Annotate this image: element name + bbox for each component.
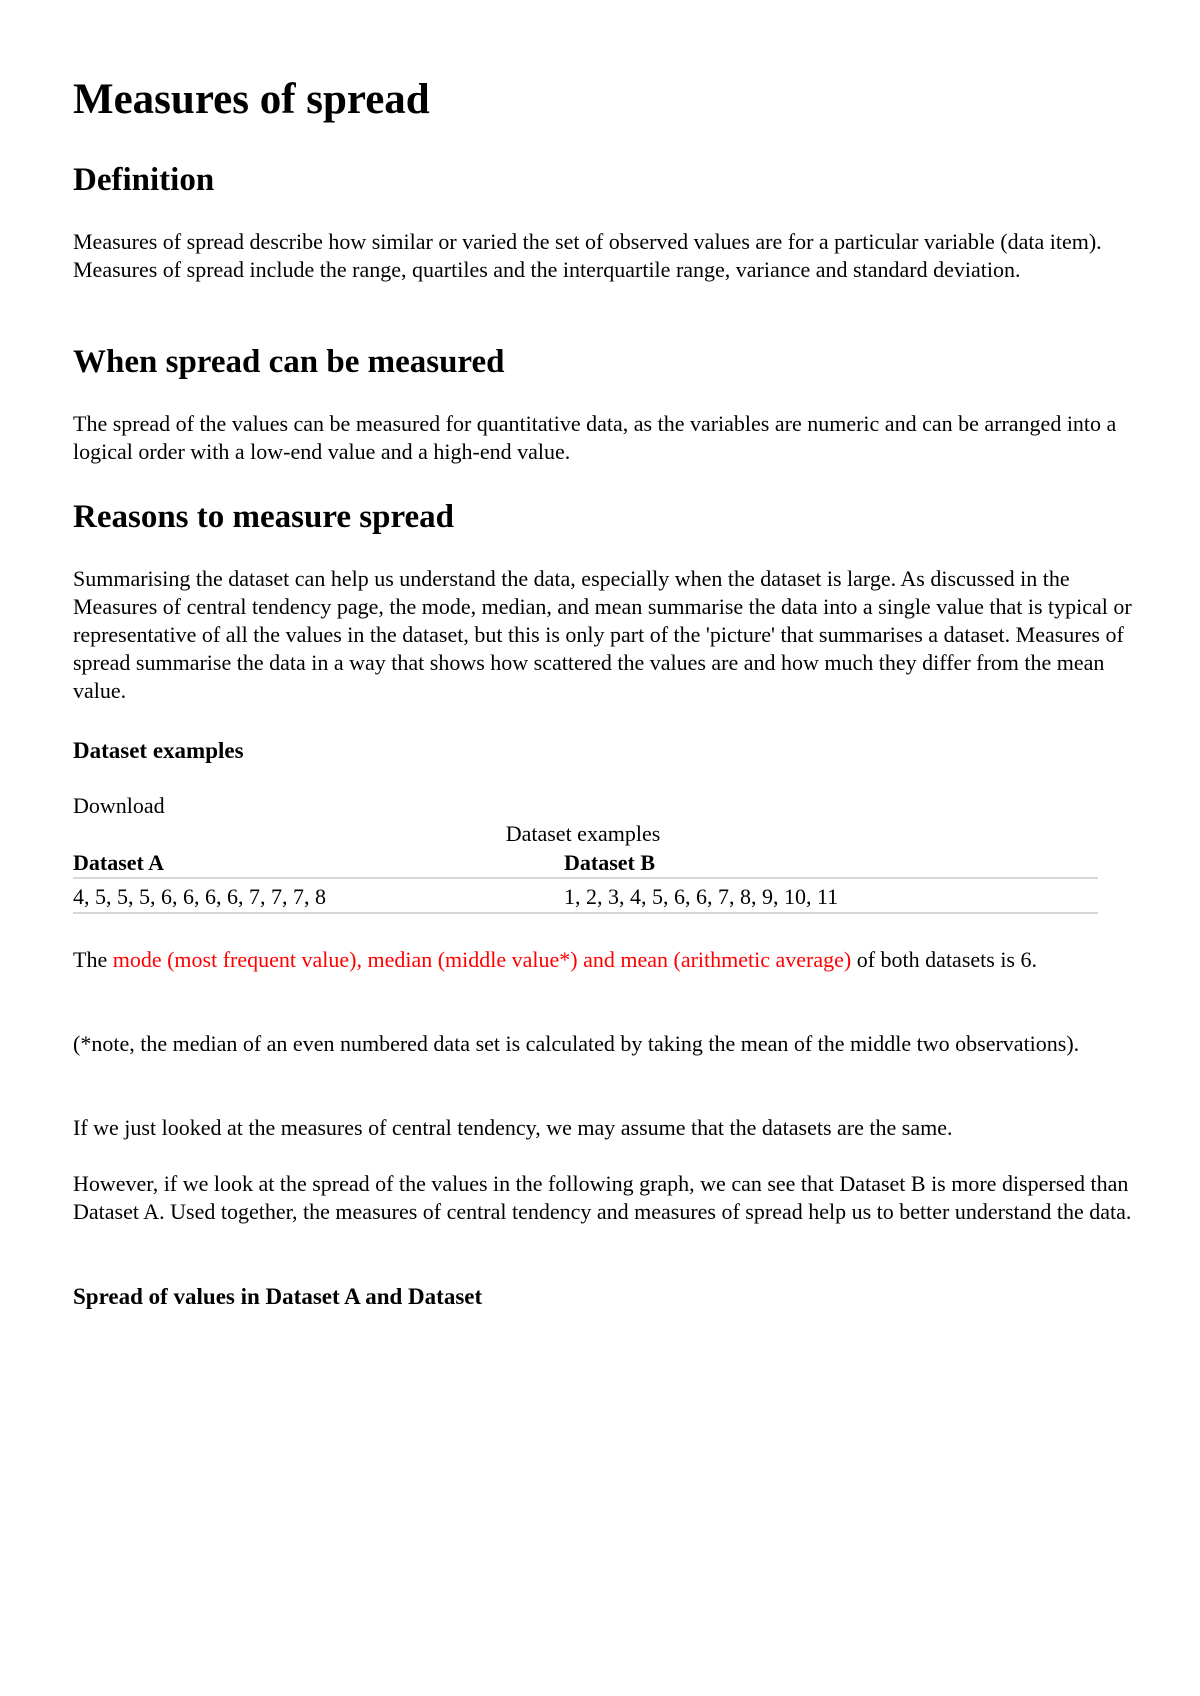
graph-heading: Spread of values in Dataset A and Dataset (73, 1284, 483, 1309)
when-measured-text: The spread of the values can be measured for quantitative data, as the variables are numeric and can be arranged into a logical order with a low-end value and a high-end value. (73, 411, 1117, 464)
dataset-b-values: 1, 2, 3, 4, 5, 6, 6, 7, 8, 9, 10, 11 (564, 878, 1098, 913)
when-measured-heading: When spread can be measured (73, 344, 505, 380)
reasons-heading: Reasons to measure spread (73, 499, 455, 535)
summary-prefix: The (73, 947, 113, 972)
page-title: Measures of spread (73, 76, 430, 123)
definition-heading: Definition (73, 162, 215, 198)
table-row (73, 878, 1098, 913)
table-caption: Dataset examples (505, 821, 661, 846)
reasons-text: Summarising the dataset can help us understand the data, especially when the dataset is large. As discussed in the Measures of central tendency page, the mode, median, and mean summarise the data into a single value that is typical or representative of all the values in the dataset, but this is only part of the 'picture' that summarises a dataset. Measures of spread summarise the data in a way that shows how scattered the values are and how much they differ from the mean value. (73, 566, 1132, 703)
summary-highlight: mode (most frequent value), median (middle value*) and mean (arithmetic average) (112, 947, 852, 972)
dataset-a-values: 4, 5, 5, 5, 6, 6, 6, 6, 7, 7, 7, 8 (73, 878, 564, 913)
assumption-text: If we just looked at the measures of central tendency, we may assume that the datasets are the same. (73, 1115, 953, 1140)
definition-text: Measures of spread describe how similar or varied the set of observed values are for a particular variable (data item). Measures of spread include the range, quartiles and the interquartile range, variance and standard deviation. (73, 229, 1102, 282)
summary-paragraph (73, 946, 1133, 974)
median-note: (*note, the median of an even numbered data set is calculated by taking the mean of the middle two observations). (73, 1031, 1080, 1056)
column-header-dataset-a: Dataset A (73, 849, 564, 878)
table-header-row (73, 849, 1098, 878)
dataset-table (73, 849, 1098, 914)
summary-suffix: of both datasets is 6. (851, 947, 1037, 972)
dataset-examples-heading: Dataset examples (73, 738, 244, 763)
column-header-dataset-b: Dataset B (564, 849, 1098, 878)
however-text: However, if we look at the spread of the values in the following graph, we can see that Dataset B is more dispersed than Dataset A. Used together, the measures of central tendency and measures of spread help us to better understand the data. (73, 1171, 1132, 1224)
download-link[interactable]: Download (73, 793, 165, 818)
